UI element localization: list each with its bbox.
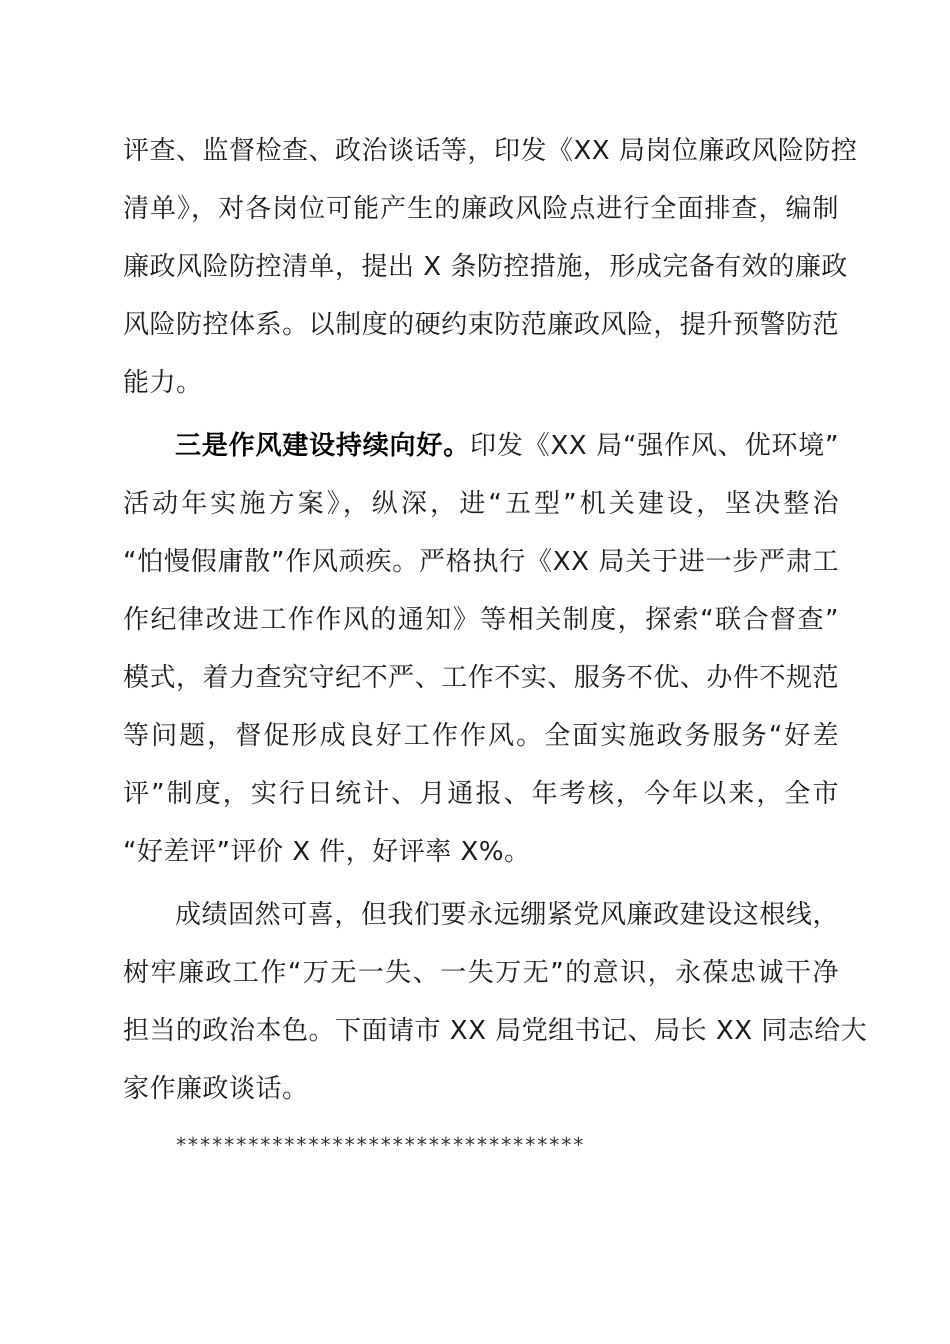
text-line: 廉政风险防控清单，提出 X 条防控措施，形成完备有效的廉政 bbox=[123, 252, 848, 282]
paragraph-3 bbox=[123, 886, 868, 1118]
text-line: 评查、监督检查、政治谈话等，印发《XX 局岗位廉政风险防控 bbox=[123, 136, 858, 166]
text-line: 等问题，督促形成良好工作作风。全面实施政务服务“好差 bbox=[123, 721, 839, 751]
text-line: 清单》，对各岗位可能产生的廉政风险点进行全面排查，编制 bbox=[123, 194, 839, 224]
paragraph-2 bbox=[123, 417, 839, 881]
text-line: 担当的政治本色。下面请市 XX 局党组书记、局长 XX 同志给大 bbox=[123, 1016, 868, 1046]
paragraph-1 bbox=[123, 122, 858, 412]
separator-stars: ********************************** bbox=[175, 1133, 585, 1157]
text-segment: 印发《XX 局“强作风、优环境” bbox=[470, 431, 839, 461]
text-line: 能力。 bbox=[123, 368, 203, 398]
text-line: 活动年实施方案》，纵深，进“五型”机关建设，坚决整治 bbox=[123, 489, 839, 519]
text-line-first: 成绩固然可喜，但我们要永远绷紧党风廉政建设这根线， bbox=[175, 900, 839, 930]
paragraph-heading: 三是作风建设持续向好。 bbox=[175, 431, 471, 461]
text-line: 模式，着力查究守纪不严、工作不实、服务不优、办件不规范 bbox=[123, 663, 839, 693]
text-line: 家作廉政谈话。 bbox=[123, 1074, 309, 1104]
text-line: “怕慢假庸散”作风顽疾。严格执行《XX 局关于进一步严肃工 bbox=[123, 547, 839, 577]
text-line: 评”制度，实行日统计、月通报、年考核，今年以来，全市 bbox=[123, 779, 839, 809]
text-line-first bbox=[123, 417, 839, 475]
text-line: 树牢廉政工作“万无一失、一失万无”的意识，永葆忠诚干净 bbox=[123, 958, 839, 988]
text-line: “好差评”评价 X 件，好评率 X%。 bbox=[123, 837, 531, 867]
text-line: 风险防控体系。以制度的硬约束防范廉政风险，提升预警防范 bbox=[123, 310, 839, 340]
text-line: 作纪律改进工作作风的通知》等相关制度，探索“联合督查” bbox=[123, 605, 839, 635]
